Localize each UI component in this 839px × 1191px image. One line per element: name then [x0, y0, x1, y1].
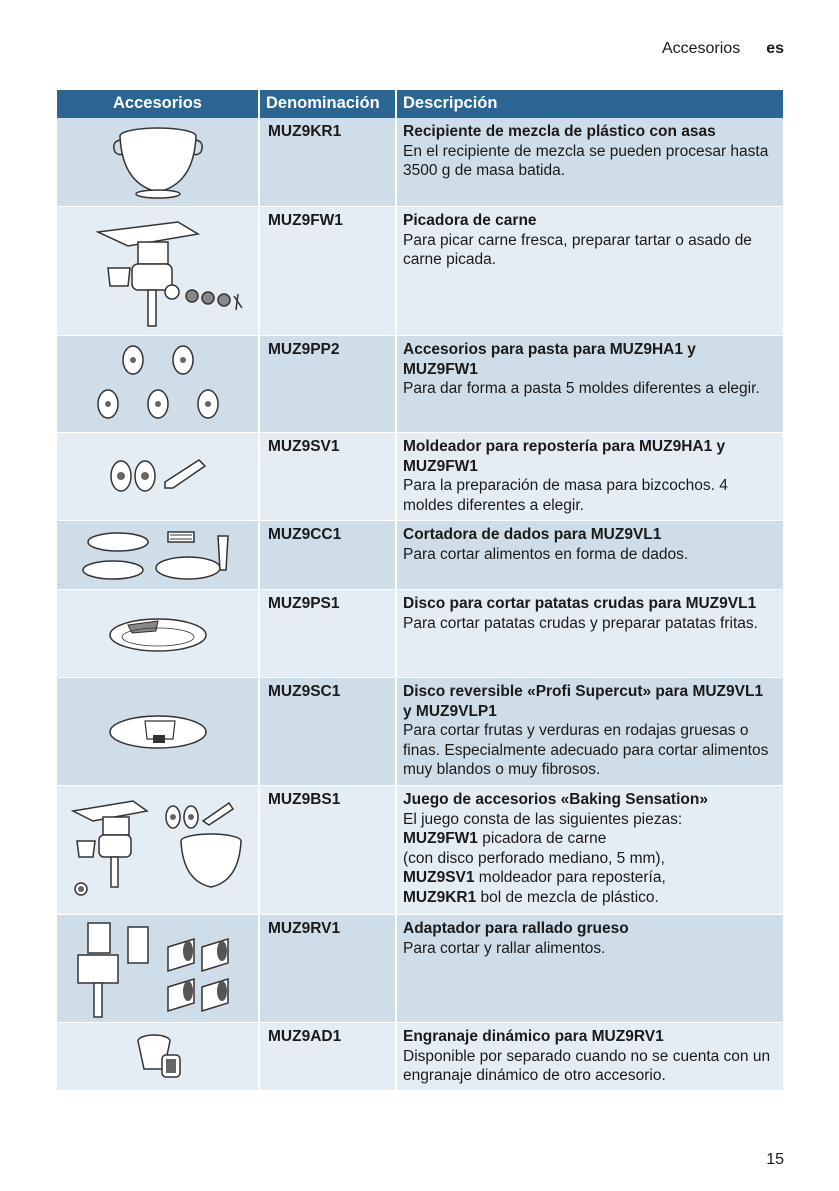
mixing-bowl-icon [103, 122, 213, 202]
product-description [397, 678, 783, 785]
header-description: Descripción [403, 94, 498, 113]
cookie-shaper-icon [103, 452, 213, 502]
product-code: MUZ9KR1 [260, 118, 397, 206]
baking-set-icon [63, 791, 253, 909]
table-row [57, 118, 783, 207]
table-row [57, 678, 783, 786]
product-description [397, 521, 783, 589]
language-code: es [766, 40, 784, 57]
product-description [397, 786, 783, 914]
accessory-image [57, 207, 260, 335]
table-header [57, 90, 783, 118]
coarse-grater-icon [68, 917, 248, 1021]
product-title: Juego de accesorios «Baking Sensation» [403, 791, 708, 808]
accessory-image [57, 521, 260, 589]
product-code: MUZ9BS1 [260, 786, 397, 914]
product-title: Picadora de carne [403, 212, 537, 229]
product-code: MUZ9CC1 [260, 521, 397, 589]
accessory-image [57, 118, 260, 206]
product-code: MUZ9FW1 [260, 207, 397, 335]
accessories-table [57, 90, 783, 1091]
accessory-image [57, 590, 260, 677]
pasta-discs-icon [83, 342, 233, 426]
product-text: Para picar carne fresca, preparar tartar o asado de carne picada. [403, 231, 752, 268]
set-item [403, 888, 775, 908]
set-item-code: MUZ9SV1 [403, 869, 475, 886]
table-row [57, 521, 783, 590]
product-description [397, 1023, 783, 1090]
product-title: Disco para cortar patatas crudas para MUZ9VL1 [403, 595, 757, 612]
dynamic-gear-icon [128, 1029, 188, 1085]
product-text: Para cortar frutas y verduras en rodajas gruesas o finas. Especialmente adecuado para cortar alimentos muy blandos o muy fibrosos. [403, 722, 769, 778]
product-text: Disponible por separado cuando no se cuenta con un engranaje dinámico de otro accesorio. [403, 1047, 771, 1084]
product-title: Accesorios para pasta para MUZ9HA1 y MUZ9FW1 [403, 341, 696, 378]
table-row [57, 336, 783, 433]
product-code: MUZ9SV1 [260, 433, 397, 520]
product-text: Para cortar alimentos en forma de dados. [403, 545, 689, 563]
product-code: MUZ9AD1 [260, 1023, 397, 1090]
set-item [403, 868, 775, 888]
product-code: MUZ9SC1 [260, 678, 397, 785]
product-description [397, 590, 783, 677]
product-code: MUZ9PP2 [260, 336, 397, 432]
header-accessories: Accesorios [57, 90, 260, 118]
product-text: Para la preparación de masa para bizcochos. 4 moldes diferentes a elegir. [403, 477, 728, 514]
product-text: Para dar forma a pasta 5 moldes diferentes a elegir. [403, 380, 760, 397]
set-item [403, 849, 775, 869]
set-item-text: (con disco perforado mediano, 5 mm), [403, 849, 665, 867]
accessory-image [57, 433, 260, 520]
product-title: Engranaje dinámico para MUZ9RV1 [403, 1028, 664, 1045]
table-row [57, 207, 783, 336]
product-text: Para cortar patatas crudas y preparar patatas fritas. [403, 614, 758, 632]
product-code: MUZ9PS1 [260, 590, 397, 677]
product-description [397, 915, 783, 1022]
product-title: Disco reversible «Profi Supercut» para MUZ9VL1 y MUZ9VLP1 [403, 683, 764, 720]
accessory-image [57, 915, 260, 1022]
product-code: MUZ9RV1 [260, 915, 397, 1022]
page-number: 15 [766, 1151, 784, 1168]
product-description [397, 118, 783, 206]
accessory-image [57, 678, 260, 785]
product-title: Recipiente de mezcla de plástico con asas [403, 123, 716, 140]
product-description [397, 433, 783, 520]
header-denomination: Denominación [260, 90, 397, 118]
table-row [57, 786, 783, 915]
product-text: Para cortar y rallar alimentos. [403, 939, 606, 957]
product-title: Moldeador para repostería para MUZ9HA1 y MUZ9FW1 [403, 438, 726, 475]
accessory-image [57, 786, 260, 914]
table-row [57, 915, 783, 1023]
product-description [397, 336, 783, 432]
section-title: Accesorios [661, 40, 741, 57]
set-item-code: MUZ9FW1 [403, 830, 478, 847]
table-row [57, 1023, 783, 1091]
dicing-cutter-icon [68, 524, 248, 586]
page-header [662, 40, 784, 58]
accessory-image [57, 336, 260, 432]
table-row [57, 590, 783, 678]
accessory-image [57, 1023, 260, 1090]
set-item [403, 829, 775, 849]
product-text: El juego consta de las siguientes piezas: [403, 810, 683, 828]
set-item-text: moldeador para repostería, [474, 869, 666, 886]
potato-disc-icon [98, 609, 218, 659]
product-description [397, 207, 783, 335]
table-row [57, 433, 783, 521]
meat-grinder-icon [68, 212, 248, 330]
set-item-code: MUZ9KR1 [403, 888, 477, 906]
product-text: En el recipiente de mezcla se pueden procesar hasta 3500 g de masa batida. [403, 142, 769, 179]
set-item-text: bol de mezcla de plástico. [476, 888, 659, 906]
reversible-disc-icon [103, 709, 213, 755]
product-title: Cortadora de dados para MUZ9VL1 [403, 526, 662, 543]
product-title: Adaptador para rallado grueso [403, 920, 629, 937]
set-item-text: picadora de carne [477, 830, 607, 847]
